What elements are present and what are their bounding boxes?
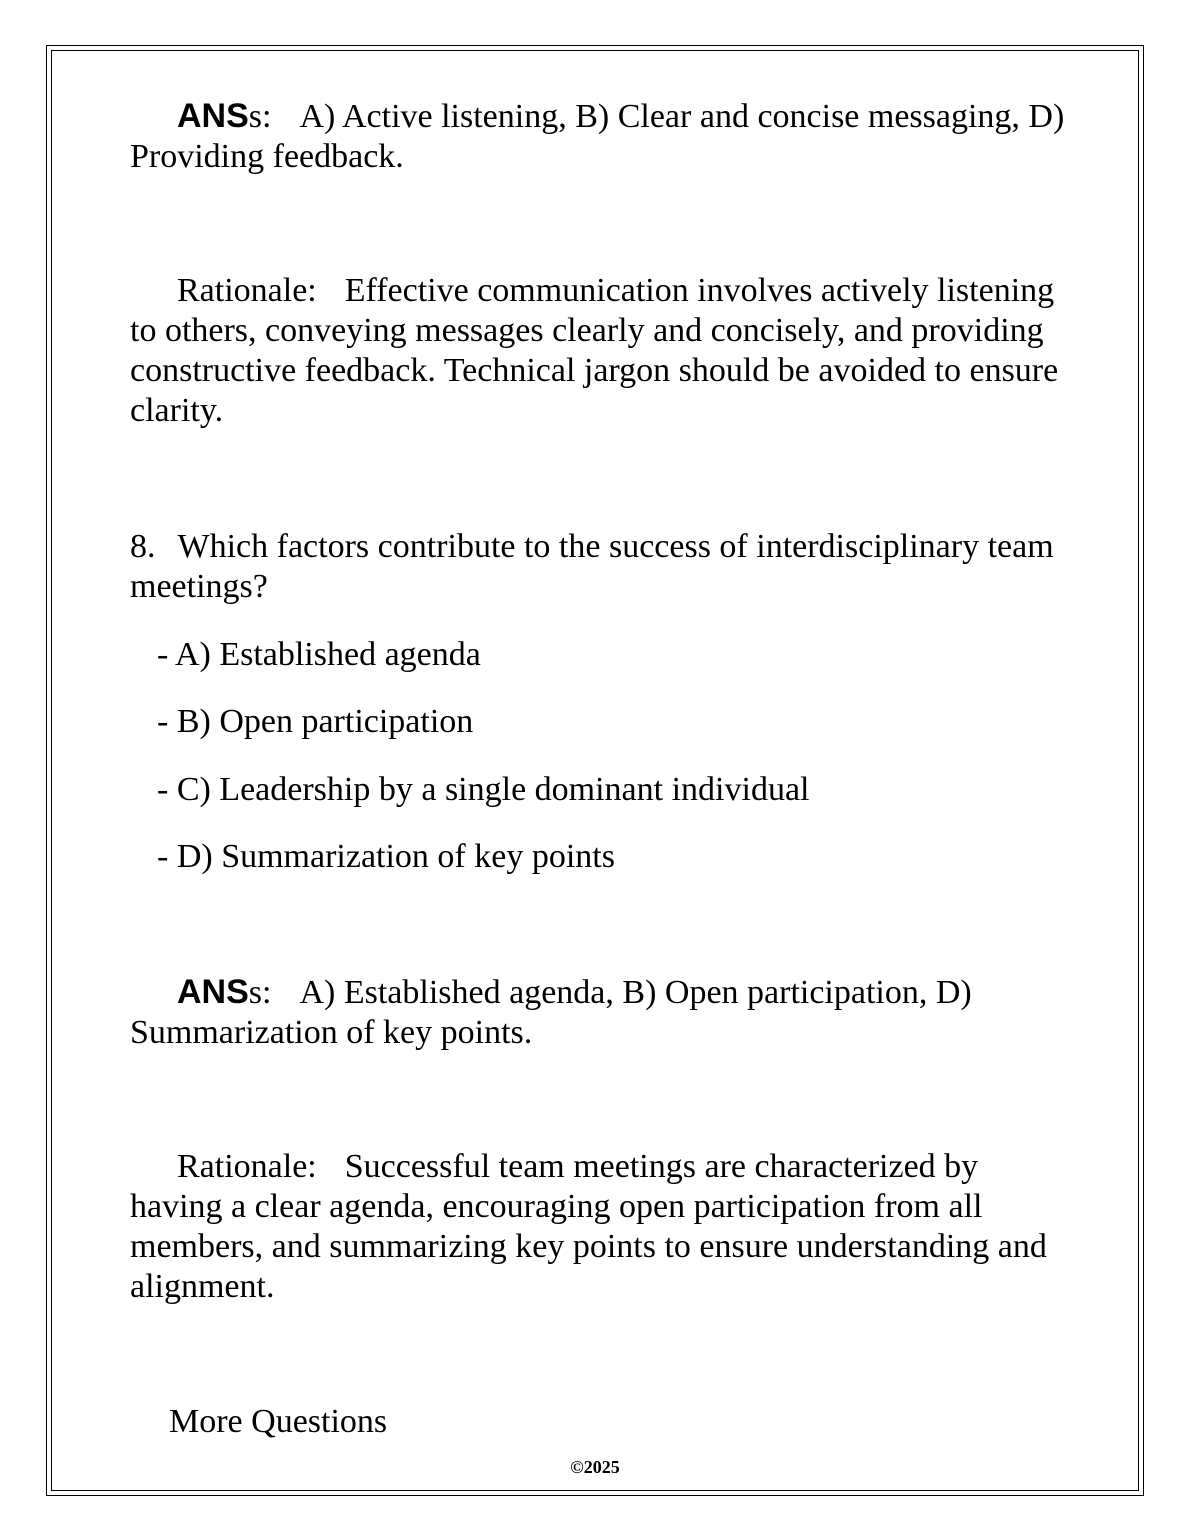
q8-answer-text: A) Established agenda, B) Open participation, D) Summarization of key points. — [130, 974, 972, 1051]
q7-rationale-label: Rationale: — [177, 272, 317, 309]
q7-answer-text: A) Active listening, B) Clear and concise messaging, D) Providing feedback. — [130, 98, 1065, 175]
q7-rationale — [130, 271, 1070, 431]
q7-answer — [130, 96, 1070, 177]
q8-answer — [130, 972, 1070, 1053]
q8-question-text: Which factors contribute to the success of interdisciplinary team meetings? — [130, 528, 1054, 605]
q7-answer-label: ANS — [177, 97, 249, 135]
q8-rationale-text: Successful team meetings are characterized by having a clear agenda, encouraging open participation from all members, and summarizing key points to ensure understanding and alignment. — [130, 1148, 1047, 1305]
q8-answer-suffix: s: — [248, 974, 272, 1011]
q8-option-c: - C) Leadership by a single dominant individual — [157, 771, 810, 808]
more-questions-link[interactable]: More Questions — [169, 1403, 388, 1440]
copyright-notice: ©2025 — [570, 1457, 620, 1477]
q8-option-a: - A) Established agenda — [157, 636, 481, 673]
q7-answer-suffix: s: — [248, 98, 272, 135]
q8-rationale-label: Rationale: — [177, 1148, 317, 1185]
q7-rationale-text: Effective communication involves actively listening to others, conveying messages clearly and concisely, and providing constructive feedback. Technical jargon should be avoided to ensure clarity. — [130, 272, 1059, 429]
q8-rationale — [130, 1147, 1070, 1307]
q8-number: 8. — [130, 528, 156, 565]
q8-option-d: - D) Summarization of key points — [157, 838, 615, 875]
q8-question — [130, 527, 1070, 607]
q8-option-b: - B) Open participation — [157, 703, 474, 740]
q8-answer-label: ANS — [177, 973, 249, 1011]
